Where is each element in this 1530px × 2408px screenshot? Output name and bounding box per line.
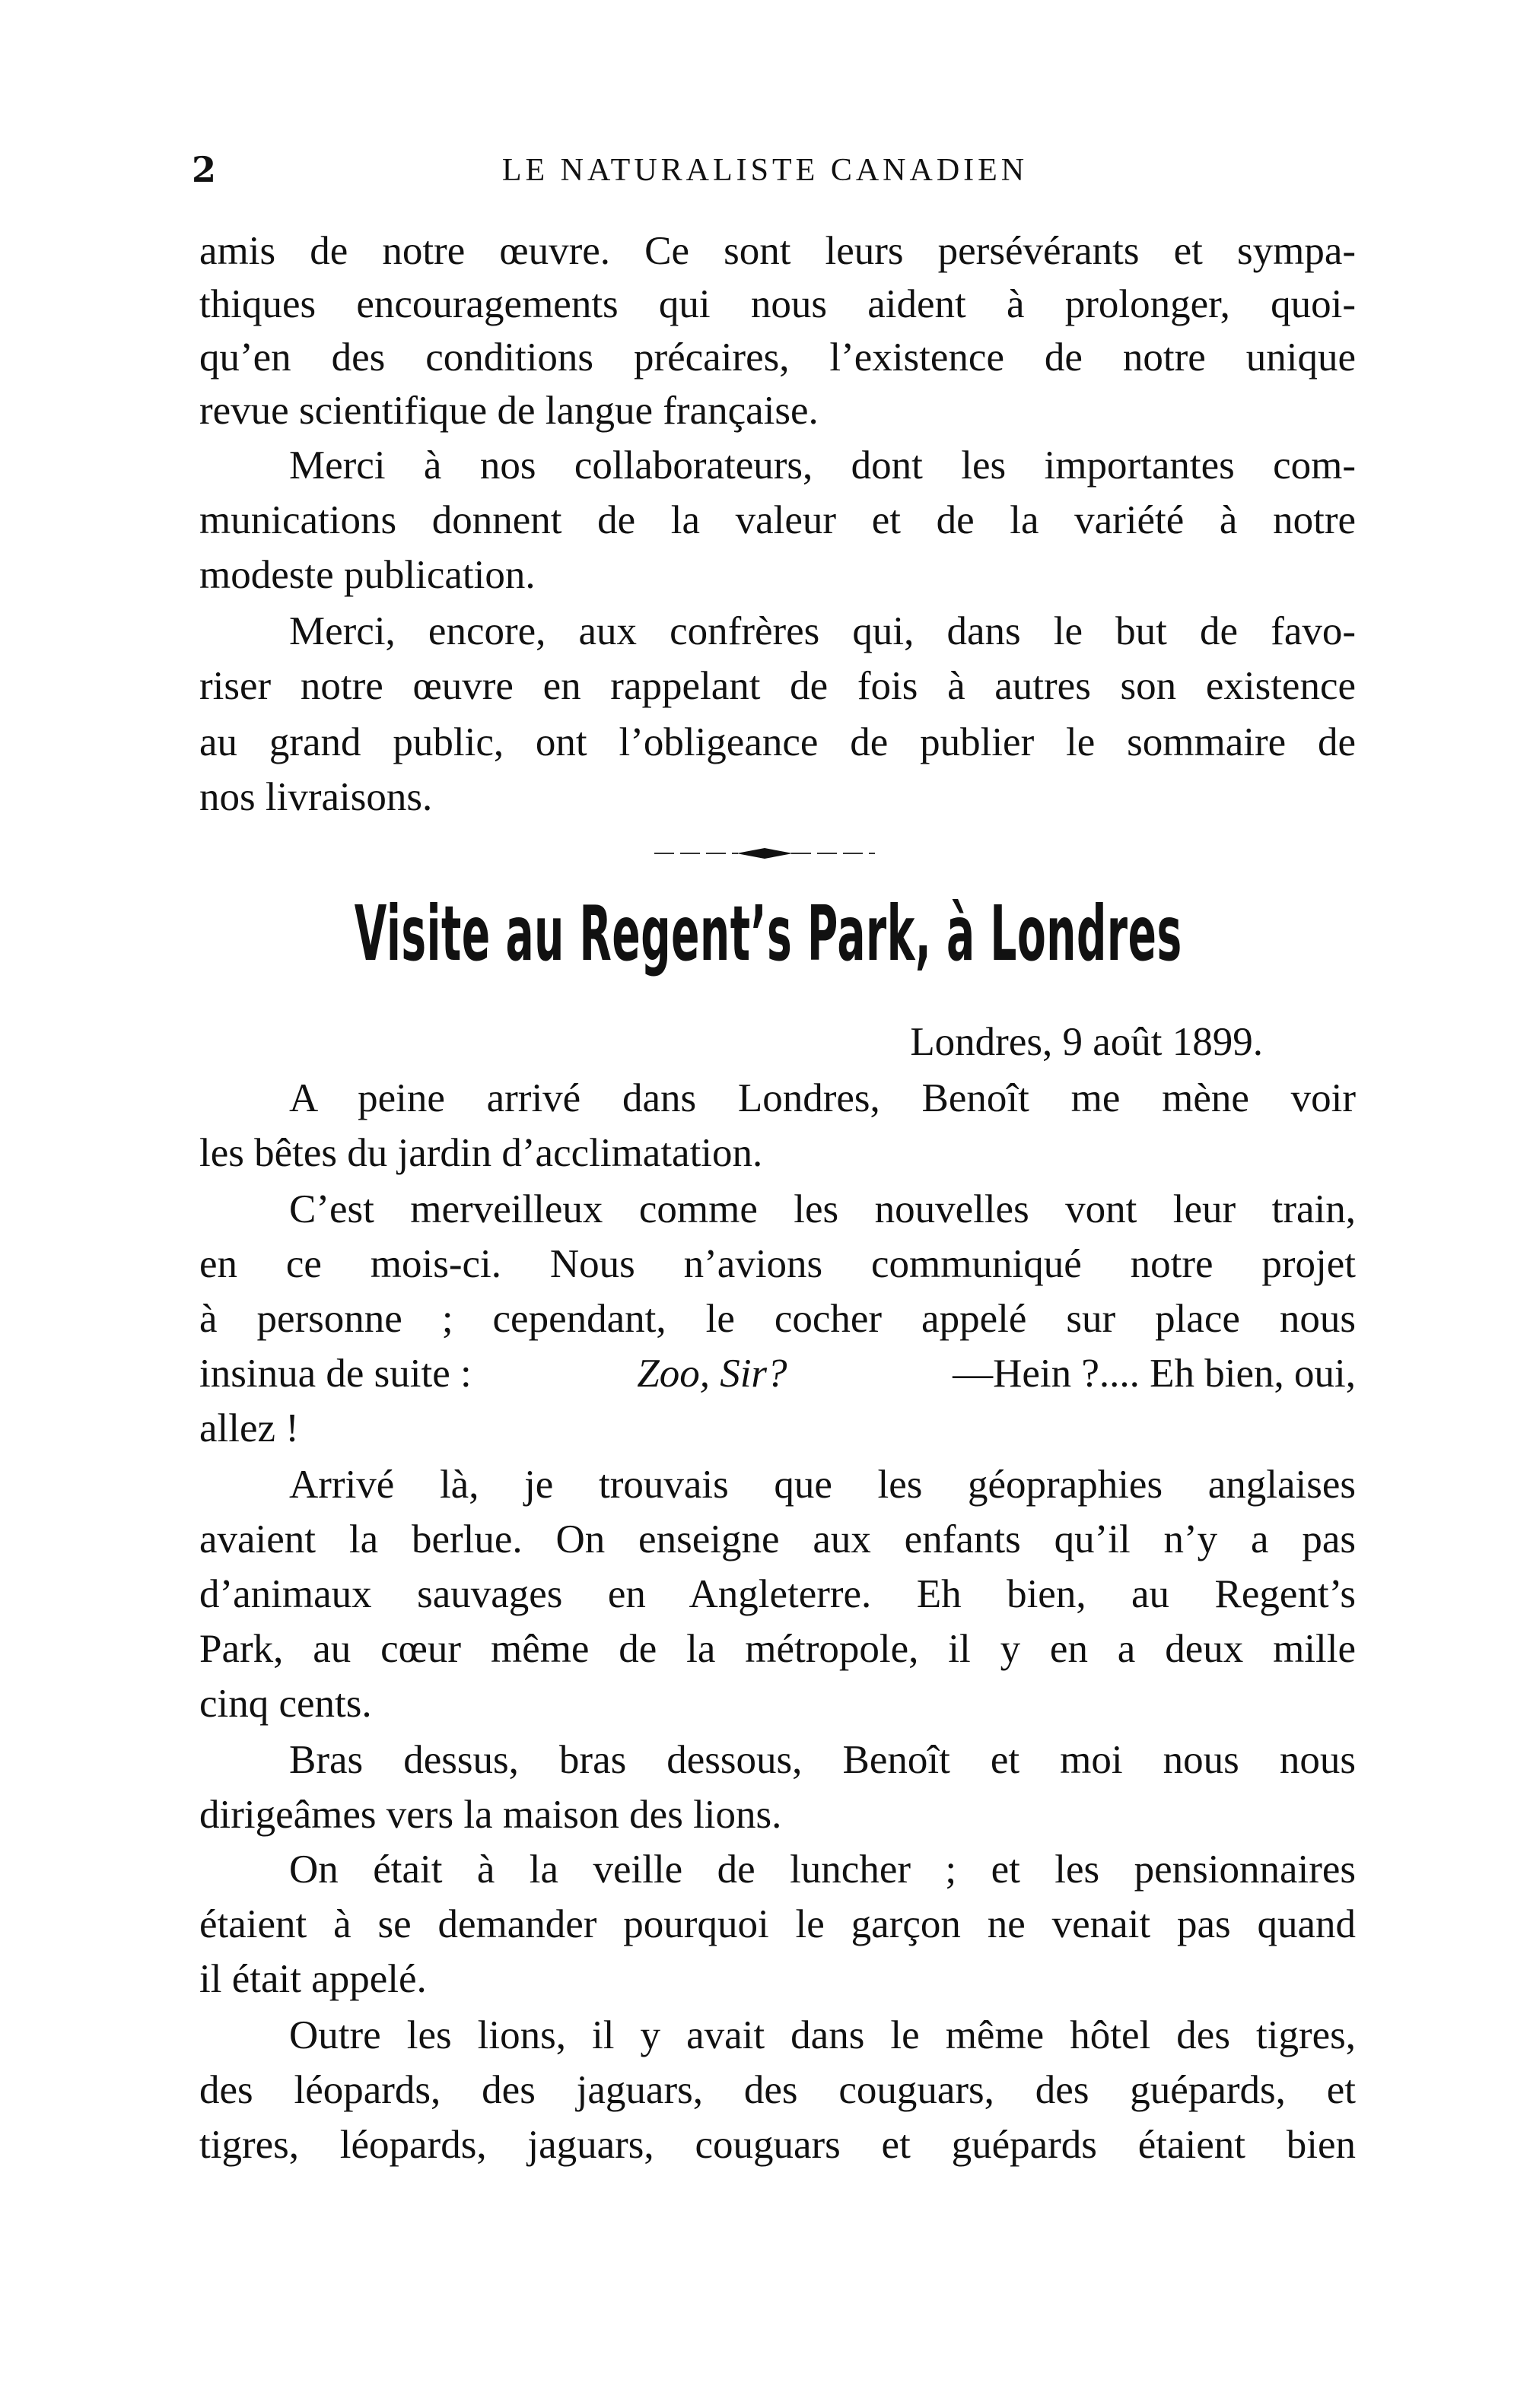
paragraph-line: qu’en des conditions précaires, l’existence de notre unique [199, 335, 1356, 380]
article-line: en ce mois-ci. Nous n’avions communiqué notre projet [199, 1242, 1356, 1286]
article-line [199, 1351, 1356, 1396]
paragraph-line: revue scientifique de langue française. [199, 389, 819, 433]
paragraph-line: Merci, encore, aux confrères qui, dans le but de favo- [289, 609, 1356, 653]
article-line-start: insinua de suite : [199, 1352, 472, 1396]
dateline: Londres, 9 août 1899. [910, 1020, 1263, 1064]
article-line: les bêtes du jardin d’acclimatation. [199, 1131, 763, 1175]
paragraph-line: au grand public, ont l’obligeance de publier le sommaire de [199, 720, 1356, 764]
article-line: Park, au cœur même de la métropole, il y en a deux mille [199, 1627, 1356, 1671]
article-line-end: —Hein ?.... Eh bien, oui, [953, 1352, 1356, 1396]
article-line: C’est merveilleux comme les nouvelles vont leur train, [289, 1187, 1356, 1231]
article-line: On était à la veille de luncher ; et les pensionnaires [289, 1847, 1356, 1892]
article-line: à personne ; cependant, le cocher appelé sur place nous [199, 1297, 1356, 1341]
article-line: dirigeâmes vers la maison des lions. [199, 1793, 782, 1837]
article-line: Arrivé là, je trouvais que les géopraphies anglaises [289, 1463, 1356, 1507]
paragraph-line: amis de notre œuvre. Ce sont leurs persévérants et sympa- [199, 229, 1356, 273]
article-line: cinq cents. [199, 1682, 372, 1726]
article-line: il était appelé. [199, 1957, 427, 2001]
article-line: étaient à se demander pourquoi le garçon ne venait pas quand [199, 1902, 1356, 1946]
article-title: Visite au Regent’s Park, à Londres [354, 889, 1182, 978]
article-line: d’animaux sauvages en Angleterre. Eh bien, au Regent’s [199, 1572, 1356, 1616]
article-line: Bras dessus, bras dessous, Benoît et moi nous nous [289, 1738, 1356, 1782]
paragraph-line: modeste publication. [199, 553, 536, 597]
article-line: A peine arrivé dans Londres, Benoît me mène voir [289, 1076, 1356, 1120]
article-line: des léopards, des jaguars, des couguars, des guépards, et [199, 2068, 1356, 2112]
paragraph-line: thiques encouragements qui nous aident à prolonger, quoi- [199, 282, 1356, 326]
page-number: 2 [192, 149, 217, 190]
quoted-speech: Zoo, Sir? [637, 1352, 787, 1396]
paragraph-line: riser notre œuvre en rappelant de fois à autres son existence [199, 664, 1356, 708]
running-head: LE NATURALISTE CANADIEN [501, 153, 1029, 188]
article-line: avaient la berlue. On enseigne aux enfants qu’il n’y a pas [199, 1517, 1356, 1561]
article-line: Outre les lions, il y avait dans le même hôtel des tigres, [289, 2013, 1356, 2057]
article-line: allez ! [199, 1406, 299, 1450]
paragraph-line: Merci à nos collaborateurs, dont les importantes com- [289, 443, 1356, 488]
paragraph-line: munications donnent de la valeur et de la variété à notre [199, 498, 1356, 542]
paragraph-line: nos livraisons. [199, 775, 433, 819]
article-line: tigres, léopards, jaguars, couguars et guépards étaient bien [199, 2123, 1356, 2167]
section-divider-ornament [654, 846, 875, 861]
